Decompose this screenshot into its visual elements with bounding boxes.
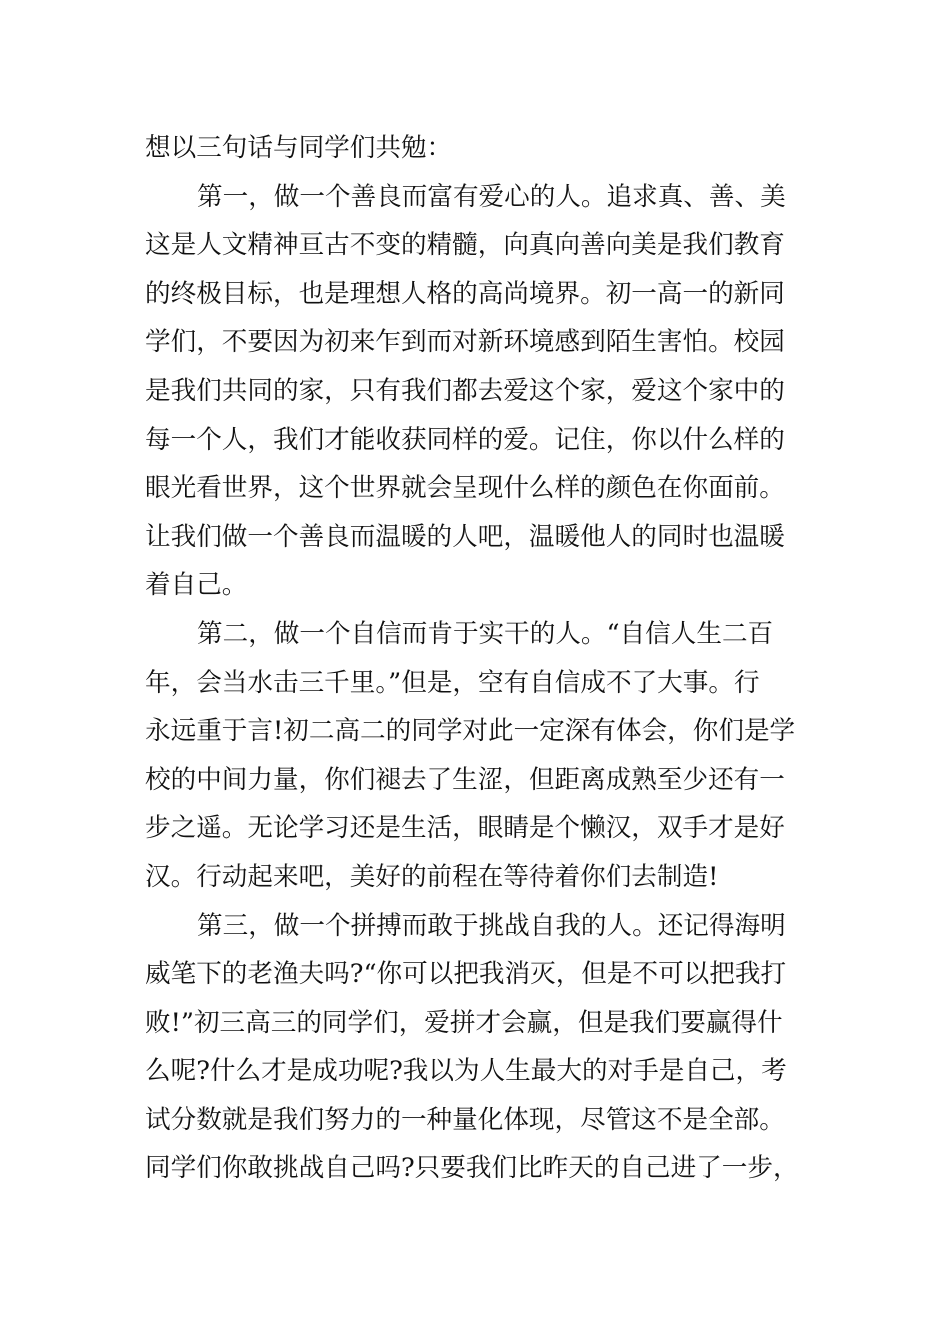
text-line-2: 第一，做一个善良而富有爱心的人。追求真、善、美 <box>197 181 786 212</box>
text-line-21: 试分数就是我们努力的一种量化体现，尽管这不是全部。 <box>145 1104 785 1135</box>
text-line-14: 校的中间力量，你们褪去了生涩，但距离成熟至少还有一 <box>145 764 785 795</box>
text-line-13: 永远重于言!初二高二的同学对此一定深有体会，你们是学 <box>145 716 796 747</box>
text-line-18: 威笔下的老渔夫吗?“你可以把我消灭，但是不可以把我打 <box>145 959 787 990</box>
text-line-1: 想以三句话与同学们共勉： <box>145 133 453 163</box>
text-line-12: 年，会当水击三千里。”但是，空有自信成不了大事。行 <box>145 667 760 698</box>
text-line-5: 学们，不要因为初来乍到而对新环境感到陌生害怕。校园 <box>145 327 785 358</box>
text-line-22: 同学们你敢挑战自己吗?只要我们比昨天的自己进了一步， <box>145 1153 799 1184</box>
text-line-16: 汉。行动起来吧，美好的前程在等待着你们去制造! <box>145 861 719 892</box>
text-line-20: 么呢?什么才是成功呢?我以为人生最大的对手是自己，考 <box>145 1056 787 1087</box>
text-line-6: 是我们共同的家，只有我们都去爱这个家，爱这个家中的 <box>145 375 785 406</box>
text-line-3: 这是人文精神亘古不变的精髓，向真向善向美是我们教育 <box>145 230 785 261</box>
text-line-15: 步之遥。无论学习还是生活，眼睛是个懒汉，双手才是好 <box>145 813 785 844</box>
text-line-17: 第三，做一个拼搏而敢于挑战自我的人。还记得海明 <box>197 910 786 941</box>
text-line-9: 让我们做一个善良而温暖的人吧，温暖他人的同时也温暖 <box>145 521 785 552</box>
text-line-4: 的终极目标，也是理想人格的高尚境界。初一高一的新同 <box>145 278 785 309</box>
text-line-19: 败!”初三高三的同学们，爱拼才会赢，但是我们要赢得什 <box>145 1007 783 1038</box>
text-line-8: 眼光看世界，这个世界就会呈现什么样的颜色在你面前。 <box>145 473 785 504</box>
text-line-7: 每一个人，我们才能收获同样的爱。记住，你以什么样的 <box>145 424 785 455</box>
document-body <box>145 124 810 1193</box>
text-line-11: 第二，做一个自信而肯于实干的人。“自信人生二百 <box>197 618 774 649</box>
text-line-10: 着自己。 <box>145 570 248 601</box>
